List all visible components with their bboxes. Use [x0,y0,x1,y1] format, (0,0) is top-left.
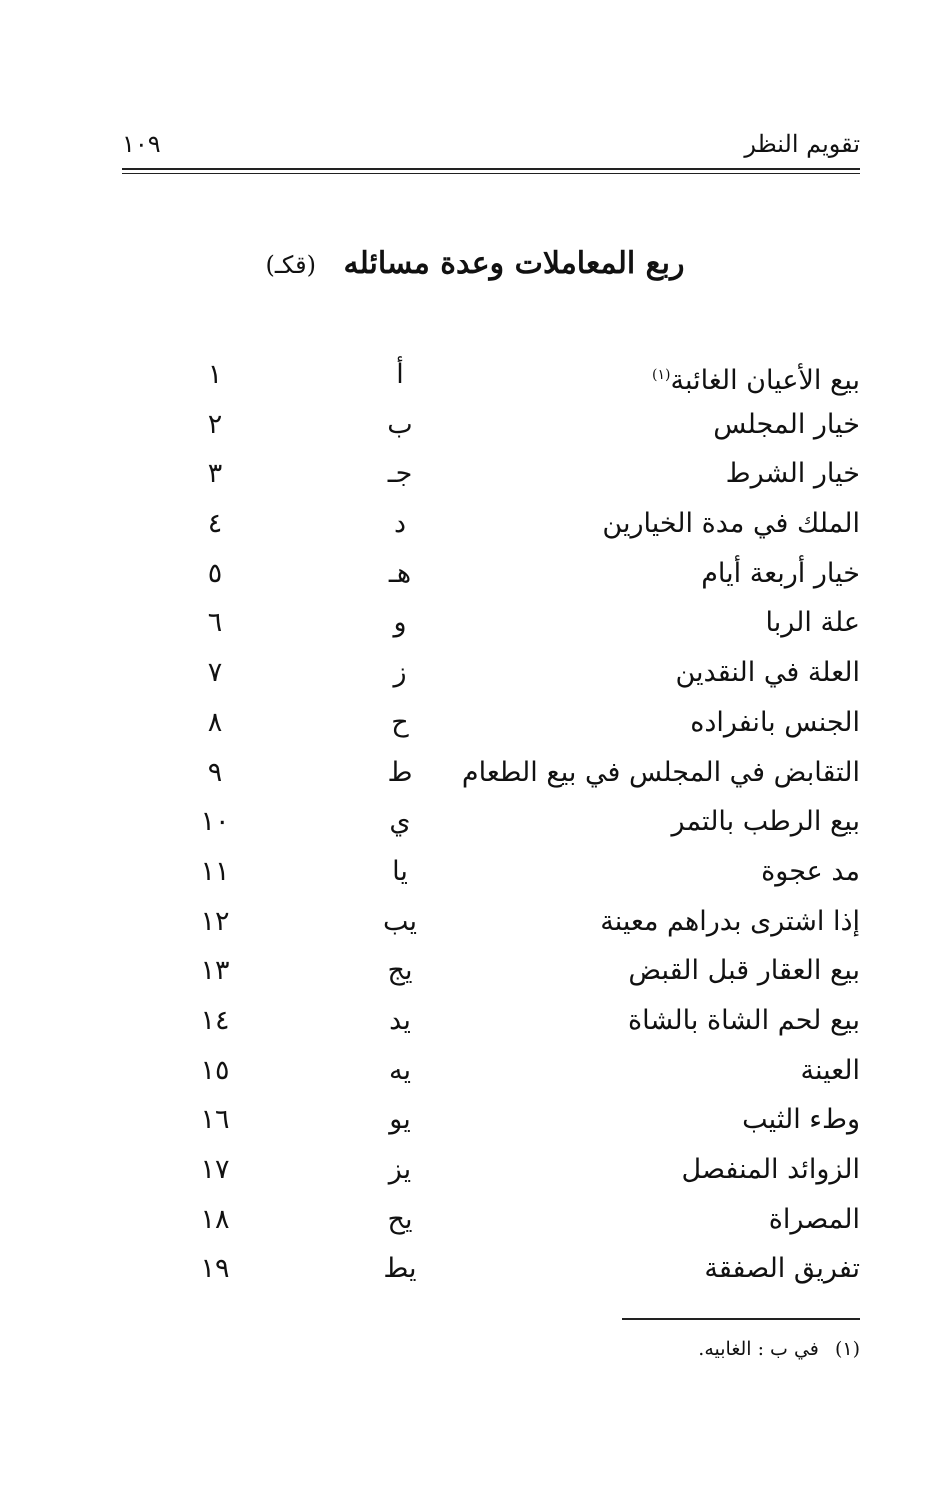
entry-label [628,951,860,991]
list-item [0,603,950,653]
entry-letter: ح [391,706,409,738]
entry-label [800,1051,860,1091]
entry-letter: و [393,607,407,639]
entry-letter: ي [389,806,411,838]
entry-number: ١٩ [200,1253,230,1285]
entry-number: ١٠ [200,806,230,838]
entry-letter: يز [388,1154,412,1185]
entry-label-text: خيار المجلس [713,408,860,440]
entry-label [682,1150,860,1190]
list-item [0,1100,950,1150]
entry-letter: هـ [388,557,412,589]
entry-label [675,653,860,693]
entry-label-text: خيار الشرط [725,458,860,490]
footnote [698,1338,860,1360]
entry-label-text: إذا اشترى بدراهم معينة [600,905,860,937]
entry-number: ١٦ [200,1104,230,1136]
entry-label-text: المصراة [768,1203,860,1235]
entry-number: ٣ [207,458,223,490]
running-head-title: تقويم النظر [744,130,860,158]
entry-label [769,1200,860,1240]
entry-number: ٤ [207,508,223,540]
entry-label [628,1001,860,1041]
list-item [0,454,950,504]
list-item [0,753,950,803]
list-item [0,1200,950,1250]
entry-label-text: تفريق الصفقة [704,1253,860,1285]
list-item [0,852,950,902]
entry-label [672,802,860,842]
entry-letter: يج [387,955,413,987]
list-item [0,802,950,852]
page-number: ١٠٩ [122,130,161,158]
section-count: (قكـ) [265,251,316,279]
entry-number: ٨ [207,706,223,738]
list-item [0,703,950,753]
entry-letter: يه [389,1054,411,1086]
entry-number: ٦ [207,607,223,639]
footnote-marker: (١) [834,1338,860,1360]
entry-label [652,355,860,401]
footnote-rule [622,1318,860,1320]
entry-letter: ط [387,756,413,788]
entry-letter: يا [392,855,408,887]
entry-letter: يح [387,1203,413,1235]
entry-label-text: الملك في مدة الخيارين [602,508,860,540]
entry-label-text: بيع لحم الشاة بالشاة [627,1004,860,1036]
entry-letter: يد [389,1004,411,1036]
running-head [122,128,860,168]
entry-label-text: بيع العقار قبل القبض [628,955,860,987]
entry-number: ١٤ [200,1004,230,1036]
footnote-reference: (١) [652,367,671,383]
entry-label-text: مد عجوة [761,855,860,887]
entry-label-text: بيع الأعيان الغائبة [670,365,860,396]
section-heading [0,246,950,281]
issues-list [0,355,950,1299]
entry-number: ١٥ [200,1054,230,1086]
entry-number: ١٨ [200,1203,230,1235]
list-item [0,902,950,952]
list-item [0,1001,950,1051]
header-rule-thin [122,173,860,174]
entry-label-text: الزوائد المنفصل [681,1154,860,1185]
list-item [0,951,950,1001]
entry-label [726,454,860,494]
entry-label-text: العلة في النقدين [675,657,860,689]
entry-label [602,504,860,544]
footnote-text: في ب : الغابيه. [698,1338,819,1360]
entry-letter: أ [396,359,404,390]
entry-label [600,902,860,942]
list-item [0,653,950,703]
entry-label-text: بيع الرطب بالتمر [671,806,860,838]
entry-label-text: التقابض في المجلس في بيع الطعام [461,756,860,788]
entry-letter: ز [393,657,407,689]
list-item [0,355,950,405]
entry-label [761,852,860,892]
entry-number: ٥ [207,557,223,589]
entry-letter: ب [387,408,413,440]
header-rule [122,168,860,170]
entry-number: ١ [207,359,223,390]
entry-number: ٢ [207,408,223,440]
entry-number: ١١ [200,855,230,887]
entry-letter: يب [382,905,418,937]
entry-label-text: علة الربا [765,607,860,639]
entry-label-text: الجنس بانفراده [690,706,860,738]
entry-letter: جـ [387,458,413,490]
entry-label-text: العينة [800,1054,860,1086]
entry-label-text: وطء الثيب [742,1104,860,1136]
entry-label [704,1249,860,1289]
entry-number: ٧ [207,657,223,689]
list-item [0,405,950,455]
entry-letter: يط [383,1253,417,1285]
entry-number: ٩ [207,756,223,788]
list-item [0,1051,950,1101]
entry-label [690,703,860,743]
entry-label [462,753,860,793]
entry-label-text: خيار أربعة أيام [701,557,860,589]
entry-number: ١٢ [200,905,230,937]
entry-label [713,405,860,445]
entry-letter: يو [389,1104,411,1136]
entry-letter: د [393,508,407,540]
list-item [0,1249,950,1299]
entry-label [766,603,860,643]
entry-label [742,1100,860,1140]
entry-label [701,554,860,594]
list-item [0,504,950,554]
section-title: ربع المعاملات وعدة مسائله [343,246,685,281]
entry-number: ١٧ [200,1154,230,1185]
entry-number: ١٣ [200,955,230,987]
list-item [0,554,950,604]
list-item [0,1150,950,1200]
